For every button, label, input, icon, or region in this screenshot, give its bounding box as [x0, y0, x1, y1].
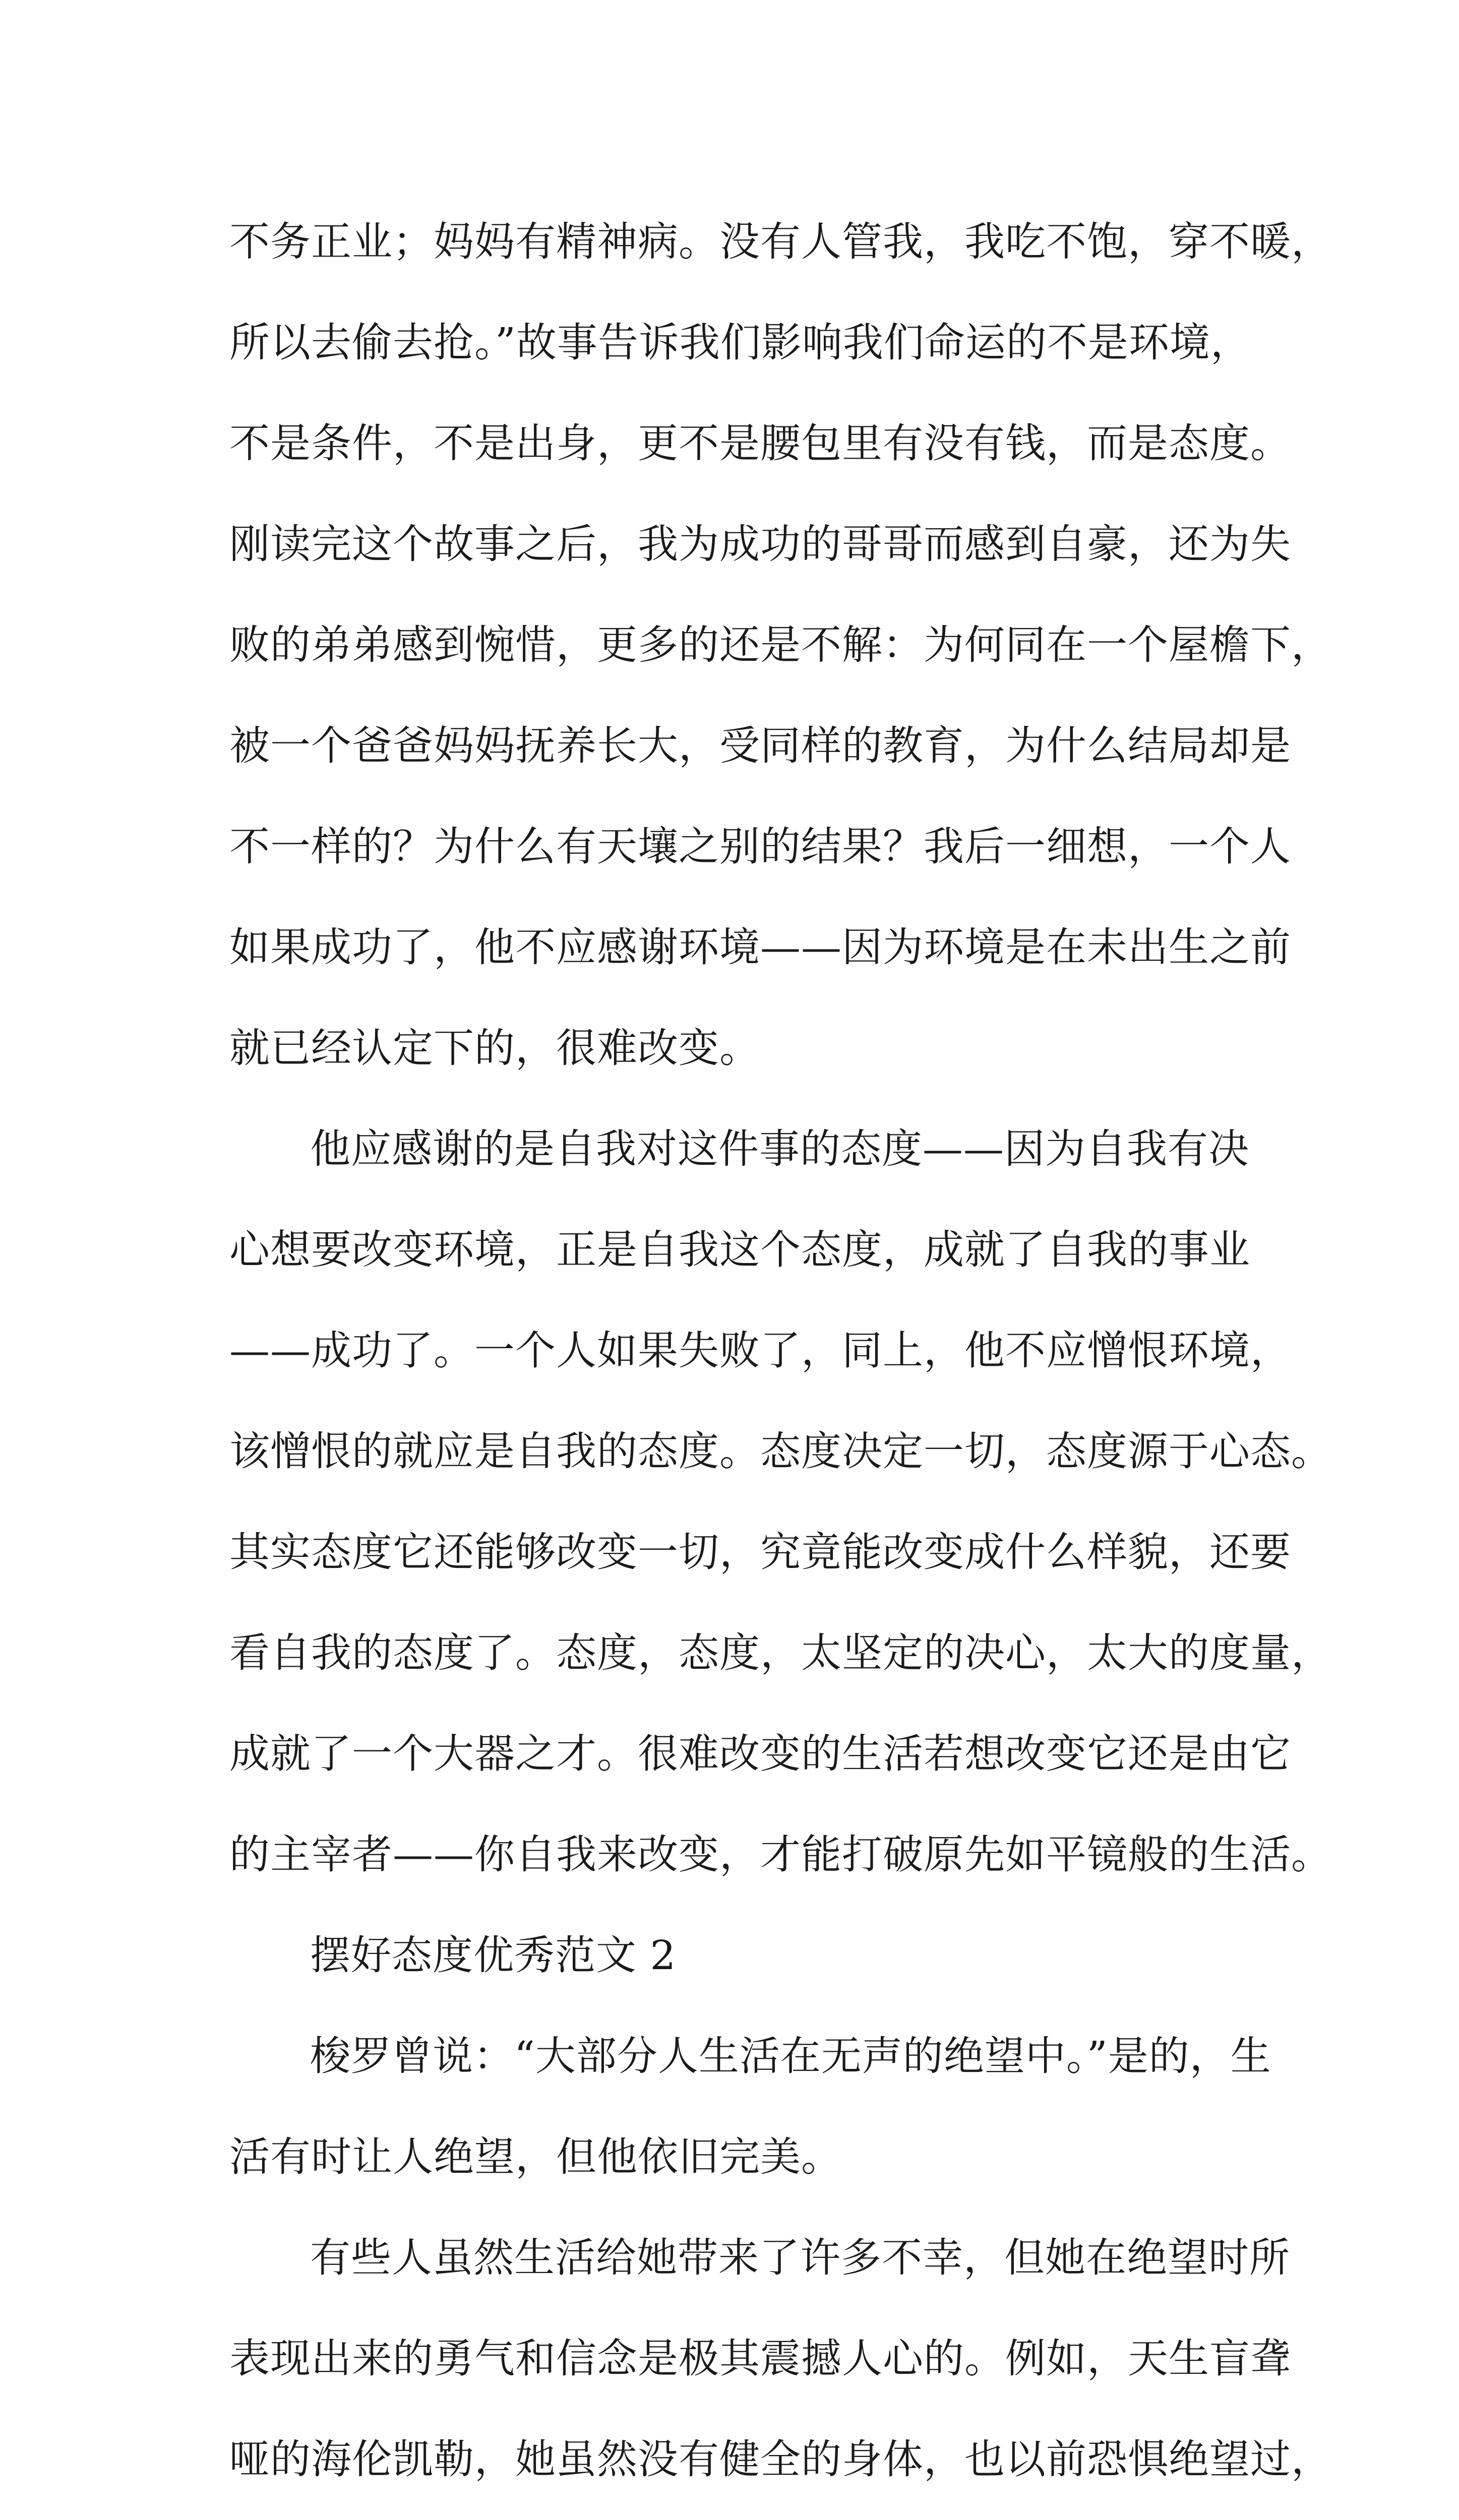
text-line: 表现出来的勇气和信念是极其震撼人心的。例如，天生盲聋: [229, 2335, 1291, 2382]
text-line: 的主宰者——你自我来改变，才能打破原先如平镜般的生活。: [229, 1831, 1332, 1878]
text-line: 该憎恨的就应是自我的态度。态度决定一切，态度源于心态。: [229, 1428, 1332, 1475]
text-line: 如果成功了，他不应感谢环境——因为环境是在未出生之前: [229, 924, 1291, 971]
body-text: [229, 192, 1332, 2520]
text-line: 不一样的？为什么有天壤之别的结果？我后一细想，一个人: [229, 823, 1291, 870]
text-line: 其实态度它还能够改变一切，究竟能改变成什么样貌，还要: [229, 1529, 1291, 1576]
text-line: 败的弟弟感到惋惜，更多的还是不解：为何同在一个屋檐下，: [229, 621, 1332, 668]
text-line: 成就了一个大器之才。很难改变的生活若想改变它还是由它: [229, 1730, 1291, 1777]
text-line: 心想要改变环境，正是自我这个态度，成就了自我的事业: [229, 1226, 1250, 1273]
text-line: ——成功了。一个人如果失败了，同上，他不应憎恨环境，: [229, 1327, 1291, 1374]
text-line: 刚读完这个故事之后，我为成功的哥哥而感到自豪，还为失: [229, 521, 1291, 568]
paragraph-start-line: 他应感谢的是自我对这件事的态度——因为自我有决: [310, 1125, 1249, 1172]
text-line: 看自我的态度了。态度，态度，太坚定的决心，太大的度量，: [229, 1629, 1332, 1676]
text-line: 不是条件，不是出身，更不是腰包里有没有钱，而是态度。: [229, 420, 1291, 467]
paragraph-start-line: 梭罗曾说：“大部分人生活在无声的绝望中。”是的，生: [310, 2033, 1271, 2080]
text-line: 哑的海伦凯勒，她虽然没有健全的身体，也以前恐惧绝望过，: [229, 2436, 1332, 2483]
paragraph-start-line: 有些人虽然生活给她带来了许多不幸，但她在绝望时所: [310, 2234, 1290, 2281]
text-line: 就已经认定下的，很难改变。: [229, 1025, 760, 1072]
text-line: 被一个爸爸妈妈抚养长大，受同样的教育，为什么结局却是: [229, 722, 1291, 769]
text-line: 活有时让人绝望，但他依旧完美。: [229, 2133, 842, 2180]
text-line: 不务正业；妈妈有精神病。没有人管我，我吃不饱，穿不暖，: [229, 218, 1332, 265]
text-line: [229, 2510, 1298, 2520]
section-heading: 摆好态度优秀范文 2: [310, 1932, 677, 1979]
text-line: 所以去偷去抢。”故事告诉我们影响我们命运的不是环境，: [229, 319, 1251, 366]
